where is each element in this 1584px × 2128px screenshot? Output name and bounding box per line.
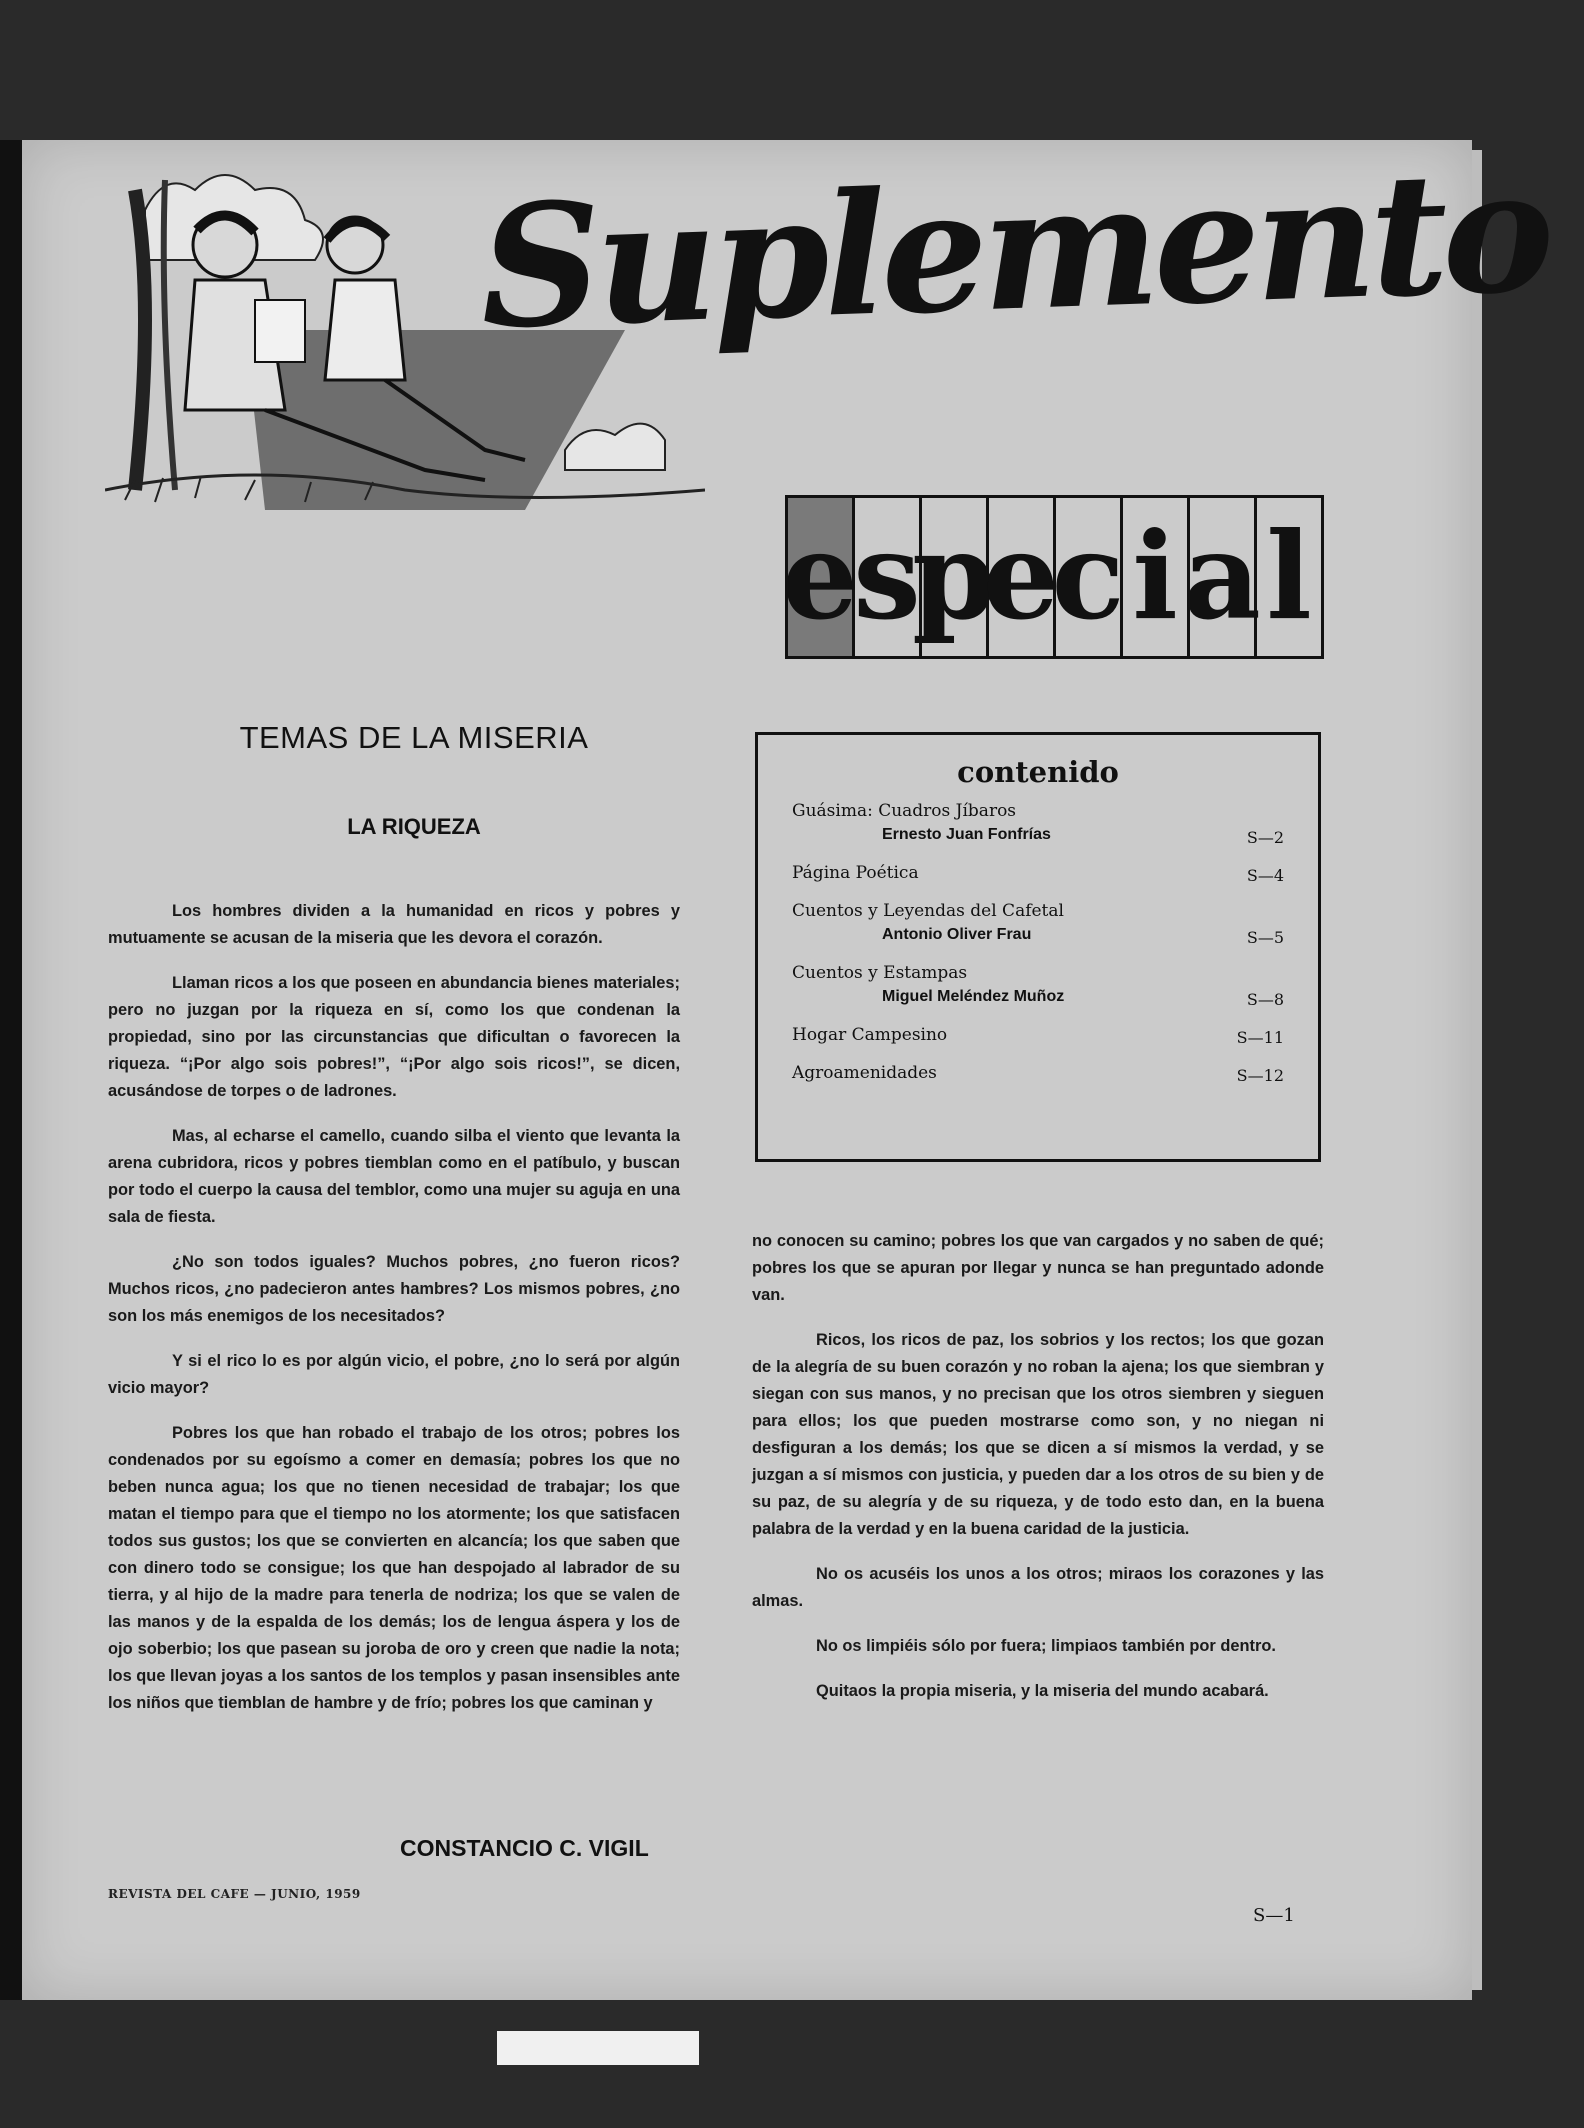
contents-entry-page: S—2 bbox=[1246, 828, 1284, 847]
contents-box bbox=[755, 732, 1321, 1162]
contents-entry-page: S—12 bbox=[1236, 1066, 1284, 1085]
contents-entry-author: Miguel Meléndez Muñoz bbox=[882, 988, 1065, 1005]
contents-entry-title: Cuentos y Estampas bbox=[792, 963, 968, 983]
article-paragraph: Ricos, los ricos de paz, los sobrios y los rectos; los que gozan de la alegría de su buen corazón y no roban la ajena; los que siembran y siegan con sus manos, y no precisan que los otros siembren y sieguen para ellos; los que pueden mostrarse como son, y no niegan ni desfiguran a los demás; los que se dicen a sí mismos la verdad, y se juzgan a sí mismos con justicia, y pueden dar a los otros de su bien y de su paz, de su alegría y de su riqueza, y de todo esto dan, en la buena palabra de la verdad y en la buena caridad de la justicia. bbox=[752, 1331, 1324, 1538]
publication-footer: REVISTA DEL CAFE — JUNIO, 1959 bbox=[108, 1887, 361, 1901]
article-paragraph: no conocen su camino; pobres los que van cargados y no saben de qué; pobres los que se apuran por llegar y nunca se han preguntado adonde van. bbox=[752, 1232, 1324, 1304]
contents-entry-title: Guásima: Cuadros Jíbaros bbox=[792, 801, 1017, 821]
contents-entry bbox=[792, 1061, 1284, 1085]
contents-entry bbox=[792, 861, 1284, 885]
contents-entry-page: S—5 bbox=[1246, 928, 1284, 947]
article-paragraph: ¿No son todos iguales? Muchos pobres, ¿no fueron ricos? Muchos ricos, ¿no padecieron antes hambres? Los mismos pobres, ¿no son los más enemigos de los necesitados? bbox=[108, 1253, 680, 1325]
article-paragraph: No os acuséis los unos a los otros; miraos los corazones y las almas. bbox=[752, 1565, 1324, 1610]
contents-entry-page: S—8 bbox=[1246, 990, 1284, 1009]
contents-entry bbox=[792, 899, 1284, 947]
especial-letter: s bbox=[855, 498, 922, 656]
contents-entry-author: Ernesto Juan Fonfrías bbox=[882, 826, 1051, 843]
contents-entry-author: Antonio Oliver Frau bbox=[882, 926, 1032, 943]
article-paragraph: Quitaos la propia miseria, y la miseria del mundo acabará. bbox=[816, 1682, 1269, 1700]
section-title: TEMAS DE LA MISERIA bbox=[239, 720, 589, 755]
contents-entry-title: Página Poética bbox=[792, 863, 919, 883]
contents-entry bbox=[792, 961, 1284, 1009]
contents-entry-title: Cuentos y Leyendas del Cafetal bbox=[792, 901, 1064, 921]
article-paragraph: Los hombres dividen a la humanidad en ricos y pobres y mutuamente se acusan de la miseria que les devora el corazón. bbox=[108, 902, 680, 947]
especial-letter: l bbox=[1266, 506, 1312, 647]
book-spine bbox=[0, 140, 22, 2000]
especial-letter: a bbox=[1190, 498, 1257, 656]
article-paragraph: Y si el rico lo es por algún vicio, el pobre, ¿no lo será por algún vicio mayor? bbox=[108, 1352, 680, 1397]
article-author: CONSTANCIO C. VIGIL bbox=[400, 1835, 649, 1861]
article-paragraph: Pobres los que han robado el trabajo de los otros; pobres los condenados por su egoísmo a comer en demasía; pobres los que no beben nunca agua; los que no tienen necesidad de trabajar; los que matan el tiempo para que el tiempo no los atormente; los que satisfacen todos sus gustos; los que se convierten en alcancía; los que saben que con dinero todo se consigue; los que han despojado al labrador de su tierra, y al hijo de la madre para tenerla de nodriza; los que se valen de las manos y de la espalda de los demás; los de lengua áspera y los de ojo soberbio; los que pasean su joroba de oro y creen que nadie la nota; los que llevan joyas a los santos de los templos y pasan insensibles ante los niños que tiemblan de hambre y de frío; pobres los que caminan y bbox=[108, 1424, 680, 1712]
suplemento-script-title: Suplemento bbox=[476, 131, 1552, 367]
page-edge bbox=[1472, 150, 1482, 1990]
right-column bbox=[752, 1228, 1324, 1723]
page-number: S—1 bbox=[1253, 1905, 1295, 1926]
contents-entry-page: S—11 bbox=[1236, 1028, 1284, 1047]
contents-entry bbox=[792, 799, 1284, 847]
article-title: LA RIQUEZA bbox=[347, 814, 481, 839]
contents-heading: contenido bbox=[957, 755, 1119, 789]
especial-letter: c bbox=[1056, 498, 1123, 656]
article-paragraph: Mas, al echarse el camello, cuando silba el viento que levanta la arena cubridora, ricos y pobres tiemblan como en el patíbulo, y buscan por todo el cuerpo la causa del temblor, como una mujer su aguja en una sala de fiesta. bbox=[108, 1127, 680, 1226]
especial-letter: e bbox=[989, 498, 1056, 656]
left-column bbox=[108, 720, 680, 1735]
especial-letter: i bbox=[1123, 498, 1190, 656]
especial-box-title bbox=[781, 495, 1324, 659]
especial-letter: e bbox=[788, 498, 855, 656]
contents-entry-page: S—4 bbox=[1246, 866, 1284, 885]
contents-entry-title: Hogar Campesino bbox=[792, 1025, 948, 1045]
contents-entry-title: Agroamenidades bbox=[792, 1063, 937, 1083]
article-paragraph: No os limpiéis sólo por fuera; limpiaos también por dentro. bbox=[816, 1637, 1276, 1655]
contents-entry bbox=[792, 1023, 1284, 1047]
archive-label-strip bbox=[497, 2031, 699, 2065]
especial-letter: p bbox=[922, 498, 989, 656]
article-paragraph: Llaman ricos a los que poseen en abundancia bienes materiales; pero no juzgan por la riqueza en sí, como los que condenan la propiedad, sino por las circunstancias que dificultan o favorecen la riqueza. “¡Por algo sois pobres!”, “¡Por algo sois ricos!”, se dicen, acusándose de torpes o de ladrones. bbox=[108, 974, 680, 1100]
